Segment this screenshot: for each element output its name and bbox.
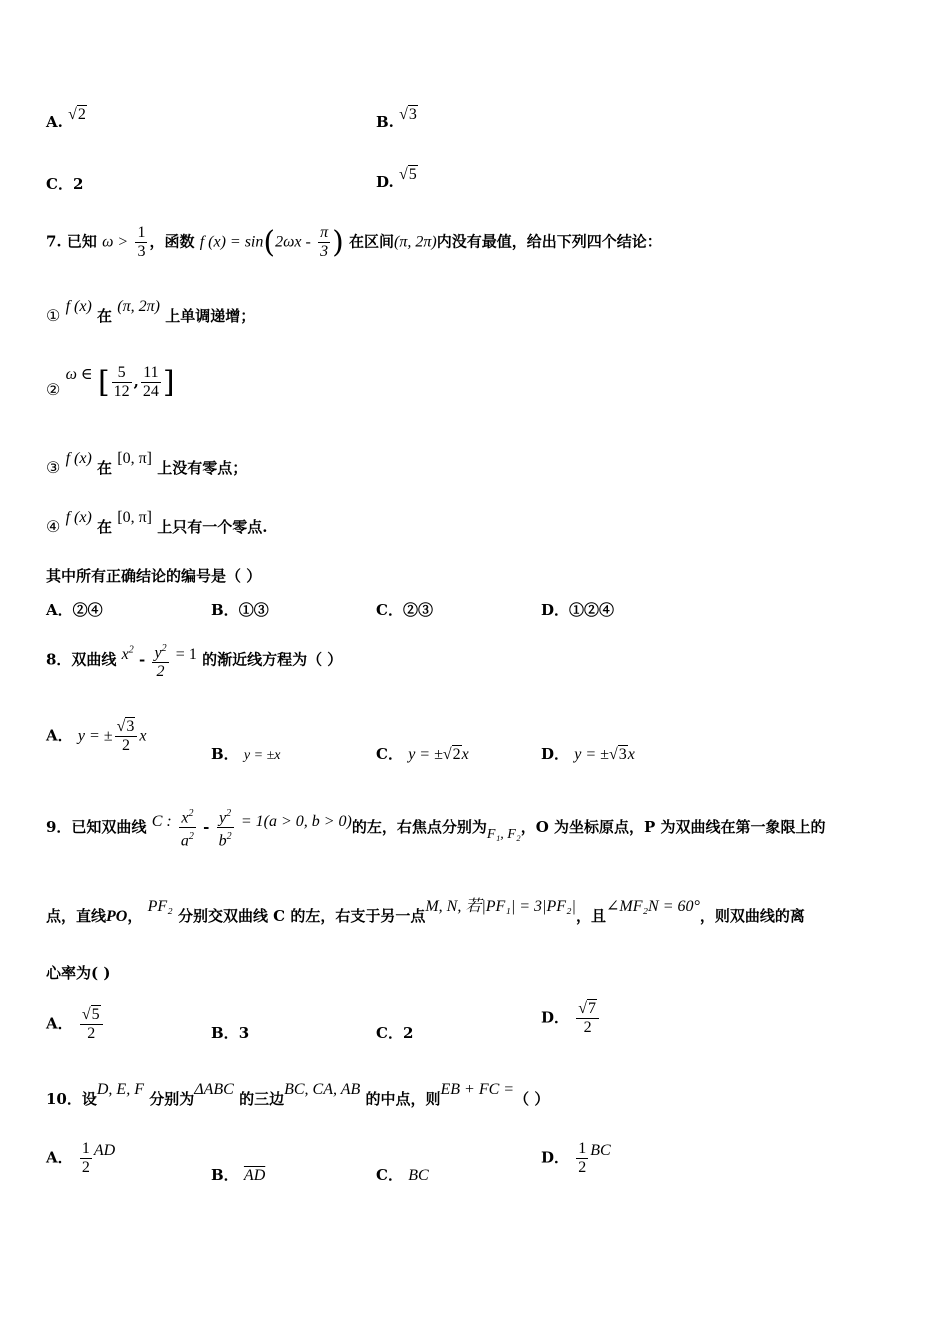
q6-option-b[interactable]: B. √3	[376, 106, 417, 131]
q7-conclusion-3: ③ f (x) 在 [0, π] 上没有零点；	[46, 450, 248, 477]
q8-option-c[interactable]: C． y = ±√2x	[376, 745, 469, 763]
sqrt-expression: √3	[399, 106, 417, 123]
q7-question: 其中所有正确结论的编号是（ ）	[46, 567, 262, 585]
fraction: $\frac{√5}{2}$	[80, 1006, 103, 1043]
fraction: $\frac{1}{2}$	[578, 1140, 587, 1176]
q7-conclusion-4: ④ f (x) 在 [0, π] 上只有一个零点.	[46, 509, 268, 536]
q10-option-a[interactable]: A． $\frac{1}{2}$ AD	[46, 1140, 116, 1176]
q7-conclusion-1: ① f (x) 在 (π, 2π) 上单调递增；	[46, 298, 256, 325]
fraction: $\frac{\pi}{3}$	[320, 224, 329, 260]
q8-option-d[interactable]: D． y = ±√3x	[541, 745, 635, 763]
q7-stem: 7. 已知 ω > $\frac{1}{3}$ ，函数 f (x) = sin(2ωx - $\frac{\pi}{3}$ ) 在区间(π, 2π)内没有最值，给出下列四个结论：	[46, 224, 662, 260]
q8-option-a[interactable]: A． y = ± $\frac{√3}{2}$ x	[46, 718, 147, 754]
fraction: $\frac{y^2}{b^2}$	[217, 805, 234, 851]
q10-option-b[interactable]: B． $\overline{AD}$	[211, 1166, 266, 1184]
fraction: $\frac{1}{2}$	[81, 1140, 90, 1176]
q9-option-d[interactable]: D． $\frac{√7}{2}$	[541, 1000, 601, 1037]
q10-option-c[interactable]: C． BC	[376, 1166, 429, 1184]
q6-option-a[interactable]: A. √2	[46, 106, 86, 131]
q10-option-d[interactable]: D． $\frac{1}{2}$ BC	[541, 1140, 611, 1176]
q8-stem: 8．双曲线 $x^2$ - $\frac{y^2}{2}$ = 1 的渐近线方程为（ ）	[46, 640, 342, 681]
q9-option-b[interactable]: B．3	[211, 1024, 250, 1042]
sqrt-expression: √2	[68, 106, 86, 123]
q7-option-a[interactable]: A．②④	[46, 601, 103, 619]
q6-option-d[interactable]: D. √5	[376, 166, 417, 191]
q7-conclusion-2: ② ω ∈ [ $\frac{5}{12}$ , $\frac{11}{24}$ ]	[46, 364, 175, 400]
q9-option-c[interactable]: C．2	[376, 1024, 414, 1042]
fraction: $\frac{√3}{2}$	[115, 718, 138, 755]
fraction: $\frac{x^2}{a^2}$	[179, 805, 196, 851]
sqrt-expression: √5	[398, 166, 417, 183]
q7-option-d[interactable]: D．①②④	[541, 601, 615, 619]
fraction: $\frac{y^2}{2}$	[152, 640, 168, 681]
fraction: $\frac{11}{24}$	[142, 364, 159, 400]
q7-option-c[interactable]: C．②③	[376, 601, 433, 619]
q7-option-b[interactable]: B．①③	[211, 601, 269, 619]
q10-stem: 10．设D, E, F 分别为ΔABC 的三边BC, CA, AB 的中点，则EB + FC =（ ）	[46, 1081, 550, 1108]
q6-option-c[interactable]: C．2	[46, 175, 84, 193]
q9-option-a[interactable]: A． $\frac{√5}{2}$	[46, 1006, 105, 1043]
q9-stem-line2: 点，直线PO， PF₂ 分别交双曲线 C 的左，右支于另一点M, N, 若|PF₁| = 3|PF₂|，且∠MF₂N = 60°，则双曲线的离	[46, 898, 805, 925]
fraction: $\frac{1}{3}$	[137, 224, 146, 260]
q9-stem-line1: 9．已知双曲线 C : $\frac{x^2}{a^2}$ - $\frac{y^2}{b^2}$ = 1(a > 0, b > 0)的左，右焦点分别为F₁, F₂，O 为坐标原点，P 为双曲线在第一象限上的	[46, 805, 826, 851]
q8-option-b[interactable]: B． y = ±x	[211, 745, 281, 763]
fraction: $\frac{5}{12}$	[113, 364, 130, 400]
fraction: $\frac{√7}{2}$	[576, 1000, 599, 1037]
q9-stem-line3: 心率为( )	[46, 964, 111, 982]
